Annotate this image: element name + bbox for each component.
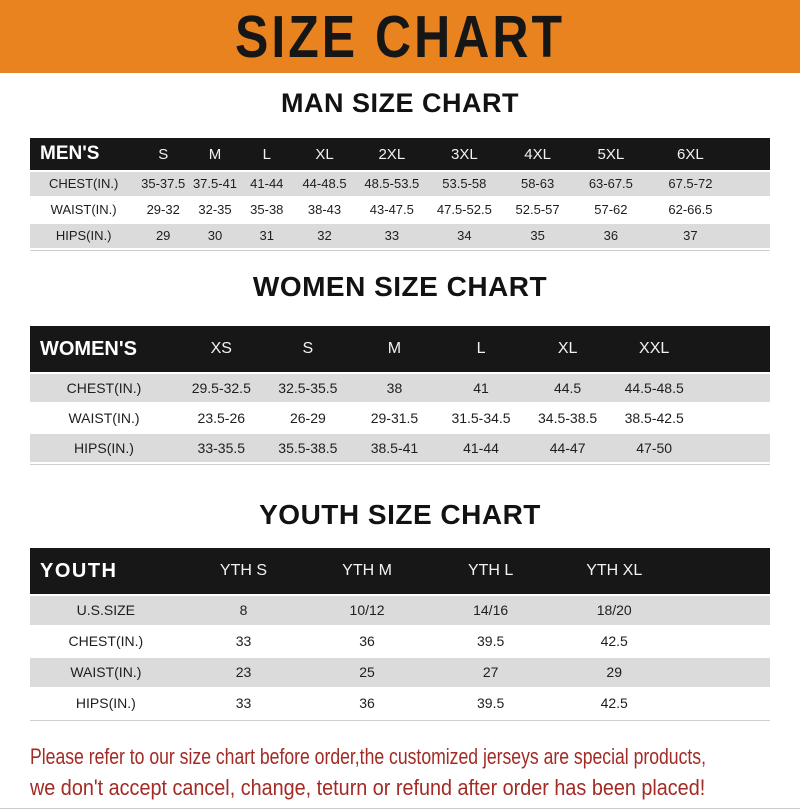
row-label: CHEST(IN.) bbox=[30, 171, 137, 197]
disclaimer-line-2: we don't accept cancel, change, teturn or refund after order has been placed! bbox=[30, 775, 706, 800]
size-cell: 38.5-42.5 bbox=[611, 403, 698, 433]
filler-cell bbox=[697, 373, 770, 403]
size-cell: 8 bbox=[182, 595, 306, 626]
row-label: WAIST(IN.) bbox=[30, 197, 137, 223]
size-cell: 63-67.5 bbox=[574, 171, 648, 197]
size-cell: 33 bbox=[182, 688, 306, 719]
column-header: 6XL bbox=[648, 138, 733, 171]
table-row bbox=[30, 688, 770, 719]
row-label: CHEST(IN.) bbox=[30, 626, 182, 657]
column-header: L bbox=[241, 138, 293, 171]
men-size-table-wrap bbox=[30, 138, 770, 251]
size-cell: 31 bbox=[241, 223, 293, 249]
size-cell: 30 bbox=[189, 223, 241, 249]
women-header-row bbox=[30, 326, 770, 373]
column-header: S bbox=[265, 326, 352, 373]
table-row bbox=[30, 403, 770, 433]
row-label: HIPS(IN.) bbox=[30, 223, 137, 249]
size-cell: 35.5-38.5 bbox=[265, 433, 352, 463]
column-header: YTH XL bbox=[552, 548, 676, 595]
size-cell: 18/20 bbox=[552, 595, 676, 626]
column-header: S bbox=[137, 138, 189, 171]
size-cell: 67.5-72 bbox=[648, 171, 733, 197]
youth-size-table bbox=[30, 548, 770, 720]
table-row bbox=[30, 373, 770, 403]
size-cell: 32.5-35.5 bbox=[265, 373, 352, 403]
size-cell: 35 bbox=[501, 223, 574, 249]
men-group-label: MEN'S bbox=[30, 138, 137, 171]
size-cell: 14/16 bbox=[429, 595, 553, 626]
size-cell: 62-66.5 bbox=[648, 197, 733, 223]
size-cell: 33-35.5 bbox=[178, 433, 265, 463]
size-cell: 23.5-26 bbox=[178, 403, 265, 433]
size-cell: 36 bbox=[574, 223, 648, 249]
filler-cell bbox=[697, 433, 770, 463]
size-cell: 33 bbox=[356, 223, 427, 249]
size-cell: 29-32 bbox=[137, 197, 189, 223]
column-header: 5XL bbox=[574, 138, 648, 171]
women-group-label: WOMEN'S bbox=[30, 326, 178, 373]
size-cell: 34 bbox=[427, 223, 501, 249]
size-cell: 36 bbox=[305, 626, 429, 657]
size-cell: 53.5-58 bbox=[427, 171, 501, 197]
column-header: XS bbox=[178, 326, 265, 373]
size-cell: 34.5-38.5 bbox=[524, 403, 611, 433]
column-header: XL bbox=[524, 326, 611, 373]
size-cell: 29.5-32.5 bbox=[178, 373, 265, 403]
disclaimer-line-1: Please refer to our size chart before order,the customized jerseys are special products, bbox=[30, 744, 706, 769]
table-row bbox=[30, 433, 770, 463]
page-title: SIZE CHART bbox=[235, 3, 565, 70]
size-cell: 37.5-41 bbox=[189, 171, 241, 197]
column-header: M bbox=[189, 138, 241, 171]
disclaimer bbox=[30, 741, 800, 803]
size-cell: 23 bbox=[182, 657, 306, 688]
size-cell: 43-47.5 bbox=[356, 197, 427, 223]
filler-cell bbox=[733, 223, 770, 249]
row-label: U.S.SIZE bbox=[30, 595, 182, 626]
men-size-table bbox=[30, 138, 770, 250]
size-cell: 47-50 bbox=[611, 433, 698, 463]
row-label: CHEST(IN.) bbox=[30, 373, 178, 403]
filler-cell bbox=[733, 138, 770, 171]
row-label: HIPS(IN.) bbox=[30, 433, 178, 463]
column-header: 4XL bbox=[501, 138, 574, 171]
table-row bbox=[30, 223, 770, 249]
banner bbox=[0, 0, 800, 73]
table-row bbox=[30, 171, 770, 197]
size-cell: 38-43 bbox=[293, 197, 357, 223]
column-header: YTH S bbox=[182, 548, 306, 595]
size-cell: 41-44 bbox=[438, 433, 525, 463]
size-cell: 32-35 bbox=[189, 197, 241, 223]
size-cell: 35-37.5 bbox=[137, 171, 189, 197]
size-cell: 36 bbox=[305, 688, 429, 719]
size-cell: 47.5-52.5 bbox=[427, 197, 501, 223]
size-cell: 44-47 bbox=[524, 433, 611, 463]
men-header-row bbox=[30, 138, 770, 171]
size-cell: 32 bbox=[293, 223, 357, 249]
column-header: YTH M bbox=[305, 548, 429, 595]
table-row bbox=[30, 626, 770, 657]
column-header: YTH L bbox=[429, 548, 553, 595]
size-cell: 42.5 bbox=[552, 626, 676, 657]
size-cell: 44.5-48.5 bbox=[611, 373, 698, 403]
youth-group-label: YOUTH bbox=[30, 548, 182, 595]
women-size-table-wrap bbox=[30, 326, 770, 465]
filler-cell bbox=[676, 595, 770, 626]
column-header: XXL bbox=[611, 326, 698, 373]
filler-cell bbox=[733, 197, 770, 223]
size-cell: 44.5 bbox=[524, 373, 611, 403]
table-row bbox=[30, 657, 770, 688]
filler-cell bbox=[733, 171, 770, 197]
size-cell: 42.5 bbox=[552, 688, 676, 719]
size-cell: 41 bbox=[438, 373, 525, 403]
women-size-table bbox=[30, 326, 770, 464]
size-cell: 39.5 bbox=[429, 626, 553, 657]
youth-section-heading: YOUTH SIZE CHART bbox=[259, 499, 541, 530]
size-cell: 29 bbox=[552, 657, 676, 688]
size-cell: 38.5-41 bbox=[351, 433, 438, 463]
size-cell: 29 bbox=[137, 223, 189, 249]
youth-header-row bbox=[30, 548, 770, 595]
size-cell: 38 bbox=[351, 373, 438, 403]
row-label: WAIST(IN.) bbox=[30, 657, 182, 688]
column-header: M bbox=[351, 326, 438, 373]
size-cell: 35-38 bbox=[241, 197, 293, 223]
size-cell: 29-31.5 bbox=[351, 403, 438, 433]
size-cell: 52.5-57 bbox=[501, 197, 574, 223]
filler-cell bbox=[676, 688, 770, 719]
youth-size-table-wrap bbox=[30, 548, 770, 721]
filler-cell bbox=[697, 326, 770, 373]
size-cell: 44-48.5 bbox=[293, 171, 357, 197]
filler-cell bbox=[676, 548, 770, 595]
size-cell: 27 bbox=[429, 657, 553, 688]
column-header: L bbox=[438, 326, 525, 373]
size-cell: 58-63 bbox=[501, 171, 574, 197]
table-row bbox=[30, 197, 770, 223]
size-cell: 41-44 bbox=[241, 171, 293, 197]
column-header: XL bbox=[293, 138, 357, 171]
size-cell: 57-62 bbox=[574, 197, 648, 223]
table-row bbox=[30, 595, 770, 626]
column-header: 2XL bbox=[356, 138, 427, 171]
column-header: 3XL bbox=[427, 138, 501, 171]
row-label: WAIST(IN.) bbox=[30, 403, 178, 433]
size-cell: 31.5-34.5 bbox=[438, 403, 525, 433]
filler-cell bbox=[676, 626, 770, 657]
filler-cell bbox=[676, 657, 770, 688]
size-cell: 10/12 bbox=[305, 595, 429, 626]
size-cell: 39.5 bbox=[429, 688, 553, 719]
size-cell: 37 bbox=[648, 223, 733, 249]
size-cell: 26-29 bbox=[265, 403, 352, 433]
size-cell: 48.5-53.5 bbox=[356, 171, 427, 197]
filler-cell bbox=[697, 403, 770, 433]
size-cell: 25 bbox=[305, 657, 429, 688]
women-section-heading: WOMEN SIZE CHART bbox=[252, 271, 548, 302]
men-section-heading: MAN SIZE CHART bbox=[281, 88, 519, 118]
row-label: HIPS(IN.) bbox=[30, 688, 182, 719]
size-cell: 33 bbox=[182, 626, 306, 657]
